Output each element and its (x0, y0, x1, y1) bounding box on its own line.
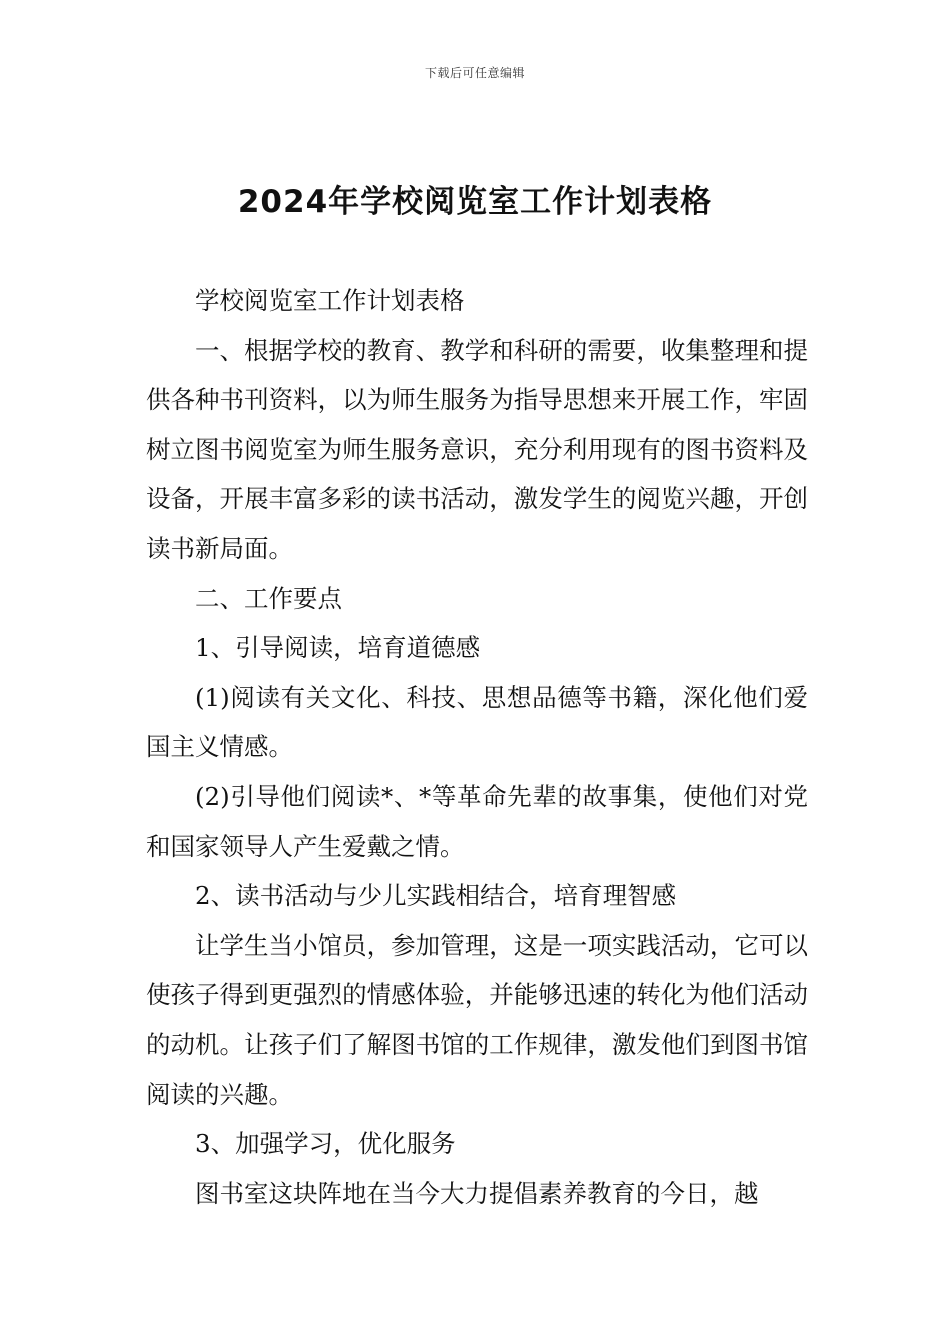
paragraph-section-1: 一、根据学校的教育、教学和科研的需要，收集整理和提供各种书刊资料，以为师生服务为指导思想来开展工作，牢固树立图书阅览室为师生服务意识，充分利用现有的图书资料及设备，开展丰富多彩的读书活动，激发学生的阅览兴趣，开创读书新局面。 (146, 335, 808, 563)
paragraph-item-3: 图书室这块阵地在当今大力提倡素养教育的今日，越 (195, 1178, 759, 1208)
document-title: 2024年学校阅览室工作计划表格 (237, 184, 713, 220)
header-note: 下载后可任意编辑 (424, 66, 525, 80)
paragraph-heading-1: 1、引导阅读，培育道德感 (195, 633, 481, 663)
paragraph-item-1-2: (2)引导他们阅读*、*等革命先辈的故事集，使他们对党和国家领导人产生爱戴之情。 (146, 781, 808, 861)
document-body (146, 276, 808, 1218)
paragraph-item-2: 让学生当小馆员，参加管理，这是一项实践活动，它可以使孩子得到更强烈的情感体验，并能够迅速的转化为他们活动的动机。让孩子们了解图书馆的工作规律，激发他们到图书馆阅读的兴趣。 (146, 930, 808, 1109)
paragraph-heading-2: 2、读书活动与少儿实践相结合，培育理智感 (195, 881, 677, 911)
paragraph-item-1-1: (1)阅读有关文化、科技、思想品德等书籍，深化他们爱国主义情感。 (146, 682, 808, 762)
paragraph-heading-work-points: 二、工作要点 (195, 583, 342, 613)
paragraph-subtitle: 学校阅览室工作计划表格 (195, 286, 465, 315)
paragraph-heading-3: 3、加强学习，优化服务 (195, 1129, 456, 1159)
